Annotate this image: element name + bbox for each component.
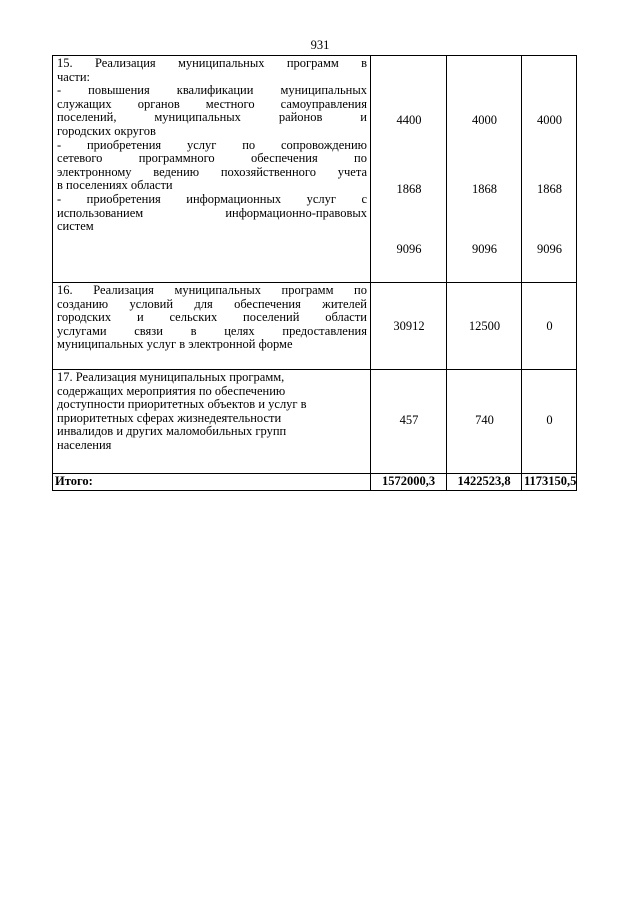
row-16-value-col-1 — [371, 283, 447, 370]
cell-value: 0 — [546, 413, 553, 427]
cell-value: 1868 — [537, 182, 562, 196]
line: 16. Реализация муниципальных программ по — [57, 283, 367, 297]
cell-value: 1868 — [396, 182, 422, 196]
row-17-value-col-1 — [371, 370, 447, 474]
line: электронному ведению похозяйственного учета — [57, 164, 367, 179]
total-row — [53, 474, 577, 491]
line: служащих органов местного самоуправления — [57, 96, 367, 111]
line: приоритетных сферах жизнедеятельности — [57, 410, 282, 425]
cell-value: 740 — [475, 413, 494, 427]
row-16-description — [53, 283, 371, 370]
line: поселений, муниципальных районов и — [57, 110, 367, 125]
cell-value: 457 — [399, 413, 419, 427]
line: населения — [57, 437, 112, 452]
cell-value: 4400 — [396, 113, 422, 127]
cell-value: 9096 — [472, 242, 497, 256]
line: услугами связи в целях предоставления — [57, 323, 367, 338]
total-value: 1422523,8 — [447, 474, 522, 491]
row-15-description — [53, 56, 371, 283]
line: доступности приоритетных объектов и услуг в — [57, 397, 307, 412]
cell-value: 0 — [546, 319, 553, 333]
row-15-values-col-3 — [522, 56, 577, 283]
line: использованием информационно-правовых — [57, 205, 367, 220]
cell-value: 4000 — [472, 113, 497, 127]
line: в поселениях области — [57, 178, 173, 193]
line: городских округов — [57, 123, 156, 138]
line: сетевого программного обеспечения по — [57, 151, 367, 166]
budget-table — [52, 55, 577, 491]
line: созданию условий для обеспечения жителей — [57, 296, 367, 311]
total-label: Итого: — [53, 474, 371, 491]
cell-value: 1868 — [472, 182, 497, 196]
row-17-value-col-3 — [522, 370, 577, 474]
line: 15. Реализация муниципальных программ в — [57, 56, 367, 70]
row-15-values-col-2 — [447, 56, 522, 283]
line: городских и сельских поселений области — [57, 310, 367, 325]
row-17-description — [53, 370, 371, 474]
table-row — [53, 370, 577, 474]
line: - приобретения услуг по сопровождению — [57, 137, 367, 152]
line: - приобретения информационных услуг с — [57, 191, 367, 206]
page-number: 931 — [310, 38, 330, 52]
line: муниципальных услуг в электронной форме — [57, 337, 293, 352]
total-value: 1572000,3 — [371, 474, 447, 491]
row-16-value-col-3 — [522, 283, 577, 370]
line: - повышения квалификации муниципальных — [57, 83, 367, 98]
row-15-values-col-1 — [371, 56, 447, 283]
row-16-value-col-2 — [447, 283, 522, 370]
cell-value: 30912 — [393, 319, 425, 333]
cell-value: 4000 — [537, 113, 562, 127]
row-17-value-col-2 — [447, 370, 522, 474]
cell-value: 12500 — [468, 319, 501, 333]
line: систем — [57, 219, 94, 234]
cell-value: 9096 — [396, 242, 422, 256]
table-row — [53, 56, 577, 283]
line: 17. Реализация муниципальных программ, — [57, 370, 285, 384]
line: части: — [57, 69, 91, 84]
cell-value: 9096 — [537, 242, 562, 256]
line: содержащих мероприятия по обеспечению — [57, 383, 286, 398]
line: инвалидов и других маломобильных групп — [57, 424, 287, 439]
table-row — [53, 283, 577, 370]
total-value: 1173150,5 — [522, 474, 577, 491]
